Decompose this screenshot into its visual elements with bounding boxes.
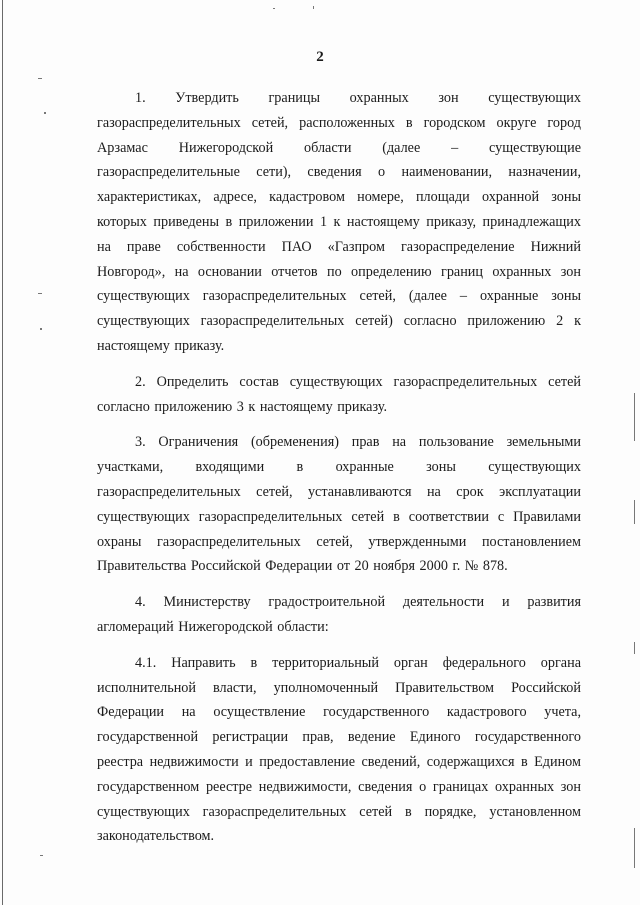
scan-mark	[634, 642, 635, 654]
scan-mark	[40, 855, 43, 856]
scan-mark	[634, 393, 635, 441]
page-number: 2	[316, 49, 324, 65]
scan-mark	[273, 8, 275, 9]
document-body	[97, 86, 581, 860]
scan-mark	[44, 112, 46, 114]
scan-mark	[634, 828, 635, 868]
paragraph-4-1: 4.1. Направить в территориальный орган федерального органа исполнительной власти, уполномоченный Правительством Российской Федерации на осуществление государственного кадастрового учета, государственной регистрации прав, ведение Единого государственного реестра недвижимости и предоставление сведений, содержащихся в Едином государственном реестре недвижимости, сведения о границах охранных зон существующих газораспределительных сетей в порядке, установленном законодательством.	[97, 654, 581, 845]
paragraph-3: 3. Ограничения (обременения) прав на пользование земельными участками, входящими в охранные зоны существующих газораспределительных сетей, устанавливаются на срок эксплуатации существующих газораспределительных сетей в соответствии с Правилами охраны газораспределительных сетей, утвержденными постановлением Правительства Российской Федерации от 20 ноября 2000 г. № 878.	[97, 434, 581, 575]
scan-mark	[38, 293, 42, 294]
scan-edge-line	[2, 0, 3, 905]
paragraph-4: 4. Министерству градостроительной деятельности и развития агломераций Нижегородской области:	[97, 594, 581, 635]
scan-mark	[40, 328, 42, 330]
scan-mark	[634, 500, 635, 524]
paragraph-1: 1. Утвердить границы охранных зон существующих газораспределительных сетей, расположенных в городском округе город Арзамас Нижегородской области (далее – существующие газораспределительные сети), сведения о наименовании, назначении, характеристиках, адресе, кадастровом номере, площади охранной зоны которых приведены в приложении 1 к настоящему приказу, принадлежащих на праве собственности ПАО «Газпром газораспределение Нижний Новгород», на основании отчетов по определению границ охранных зон существующих газораспределительных сетей, (далее – охранные зоны существующих газораспределительных сетей) согласно приложению 2 к настоящему приказу.	[97, 90, 581, 354]
scan-mark	[38, 78, 42, 79]
scan-mark	[313, 6, 314, 9]
paragraph-2: 2. Определить состав существующих газораспределительных сетей согласно приложению 3 к настоящему приказу.	[97, 373, 581, 415]
